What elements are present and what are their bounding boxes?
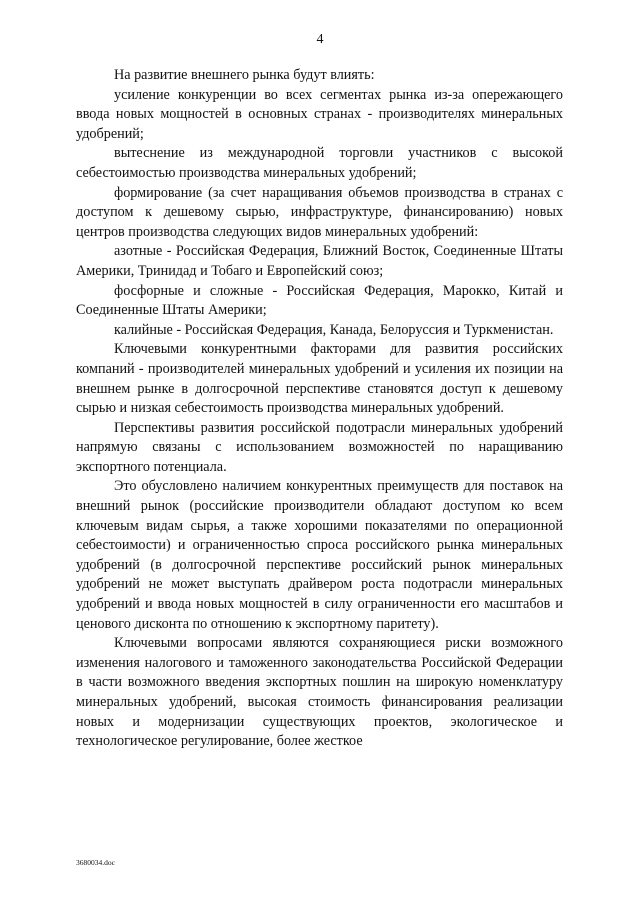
paragraph: Ключевыми вопросами являются сохраняющиеся риски возможного изменения налогового и таможенного законодательства Российской Федерации в части возможного введения экспортных пошлин на широкую номенклатуру минеральных удобрений, высокая стоимость финансирования реализации новых и модернизации существующих проектов, экологическое и технологическое регулирование, более жесткое <box>76 635 563 750</box>
paragraph: На развитие внешнего рынка будут влиять: <box>114 67 375 83</box>
footer-file-reference: 3680034.doc <box>76 858 115 867</box>
paragraph: формирование (за счет наращивания объемов производства в странах с доступом к дешевому сырью, инфраструктуре, финансированию) новых центров производства следующих видов минеральных удобрений: <box>76 184 563 240</box>
page-number: 4 <box>316 32 324 47</box>
paragraph: Перспективы развития российской подотрасли минеральных удобрений напрямую связаны с использованием возможностей по наращиванию экспортного потенциала. <box>76 419 563 475</box>
document-body <box>76 66 563 752</box>
paragraph: Это обусловлено наличием конкурентных преимуществ для поставок на внешний рынок (российские производители обладают доступом ко всем ключевым видам сырья, а также хорошими показателями по операционной себестоимости) и ограниченностью спроса российского рынка минеральных удобрений (в долгосрочной перспективе российский рынок минеральных удобрений не может выступать драйвером роста подотрасли минеральных удобрений и ввода новых мощностей в силу ограниченности его масштабов и ценового дисконта по отношению к экспортному паритету). <box>76 478 563 632</box>
paragraph: калийные - Российская Федерация, Канада, Белоруссия и Туркменистан. <box>114 321 554 338</box>
paragraph: фосфорные и сложные - Российская Федерация, Марокко, Китай и Соединенные Штаты Америки; <box>76 282 563 319</box>
paragraph: вытеснение из международной торговли участников с высокой себестоимостью производства минеральных удобрений; <box>76 145 563 181</box>
paragraph: усиление конкуренции во всех сегментах рынка из-за опережающего ввода новых мощностей в основных странах - производителях минеральных удобрений; <box>76 86 563 142</box>
paragraph: азотные - Российская Федерация, Ближний Восток, Соединенные Штаты Америки, Тринидад и Тобаго и Европейский союз; <box>76 243 563 279</box>
paragraph: Ключевыми конкурентными факторами для развития российских компаний - производителей минеральных удобрений и усиления их позиции на внешнем рынке в долгосрочной перспективе становятся доступ к дешевому сырью и низкая себестоимость производства минеральных удобрений. <box>76 341 563 417</box>
